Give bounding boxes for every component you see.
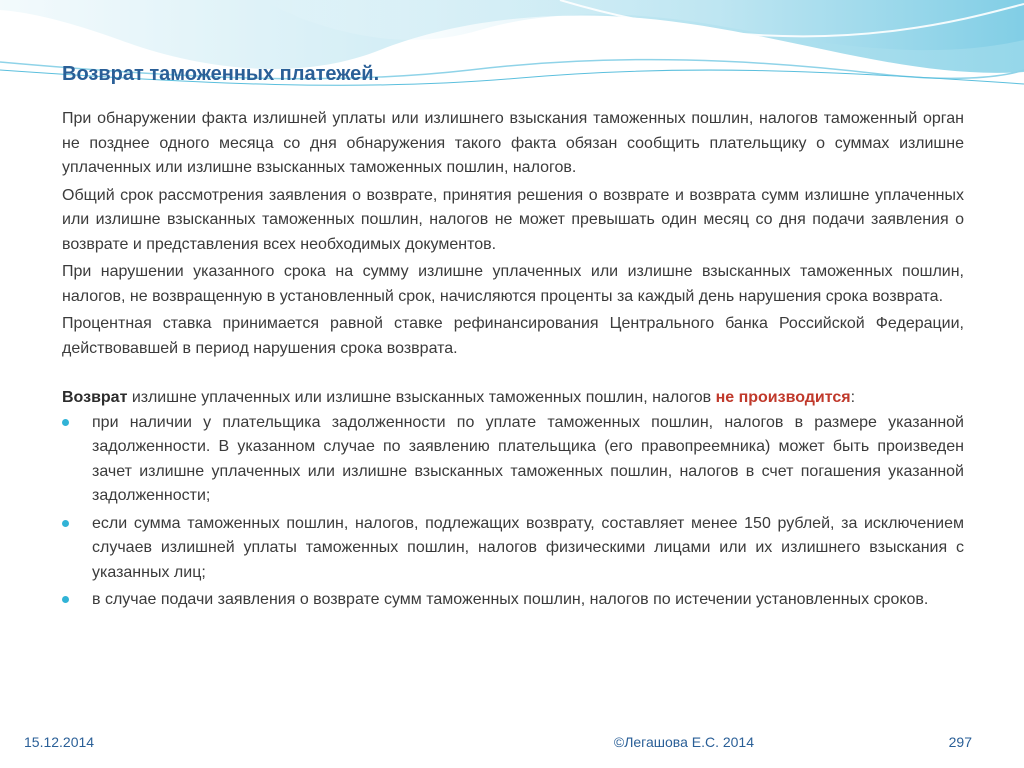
paragraph: Общий срок рассмотрения заявления о возврате, принятия решения о возврате и возврата сумм излишне уплаченных или излишне взысканных таможенных пошлин, налогов не может превышать один месяц со дня подачи заявления о возврате и представления всех необходимых документов. bbox=[62, 186, 964, 253]
slide-content bbox=[62, 107, 964, 616]
list-item bbox=[62, 411, 964, 509]
bullet-dot-icon bbox=[62, 596, 69, 603]
list-item bbox=[62, 588, 964, 613]
list-item-text: в случае подачи заявления о возврате сумм таможенных пошлин, налогов по истечении установленных сроков. bbox=[92, 591, 929, 608]
bullet-dot-icon bbox=[62, 520, 69, 527]
list-item-text: если сумма таможенных пошлин, налогов, подлежащих возврату, составляет менее 150 рублей, за исключением случаев излишней уплаты таможенных пошлин, налогов физическими лицами или их излишнего взыскания с указанных лиц; bbox=[92, 514, 964, 581]
lead-highlight: не производится bbox=[715, 389, 851, 406]
paragraph: Процентная ставка принимается равной ставке рефинансирования Центрального банка Российской Федерации, действовавшей в период нарушения срока возврата. bbox=[62, 315, 964, 357]
slide-title: Возврат таможенных платежей. bbox=[62, 63, 380, 85]
list-item bbox=[62, 512, 964, 586]
footer-date: 15.12.2014 bbox=[24, 734, 95, 750]
spacer bbox=[62, 364, 964, 386]
footer-copyright: ©Легашова Е.С. 2014 bbox=[613, 734, 754, 750]
list-item-text: при наличии у плательщика задолженности по уплате таможенных пошлин, налогов в размере указанной задолженности. В указанном случае по заявлению плательщика (его правопреемника) может быть произведен зачет излишне уплаченных или излишне взысканных таможенных пошлин, налогов в счет погашения указанной задолженности; bbox=[92, 413, 964, 504]
bullet-dot-icon bbox=[62, 419, 69, 426]
lead-bold-word: Возврат bbox=[62, 389, 128, 406]
lead-text: излишне уплаченных или излишне взысканных таможенных пошлин, налогов bbox=[127, 389, 716, 406]
paragraph: При обнаружении факта излишней уплаты или излишнего взыскания таможенных пошлин, налогов таможенный орган не позднее одного месяца со дня обнаружения такого факта обязан сообщить плательщику о суммах излишне уплаченных или излишне взысканных таможенных пошлин, налогов. bbox=[62, 110, 964, 176]
paragraph: При нарушении указанного срока на сумму излишне уплаченных или излишне взысканных таможенных пошлин, налогов, не возвращенную в установленный срок, начисляются проценты за каждый день нарушения срока возврата. bbox=[62, 263, 964, 305]
exceptions-list bbox=[62, 411, 964, 613]
lead-end: : bbox=[850, 389, 856, 406]
page-number: 297 bbox=[948, 734, 972, 750]
refund-exceptions-lead bbox=[62, 386, 964, 411]
decorative-waves bbox=[0, 0, 1024, 110]
